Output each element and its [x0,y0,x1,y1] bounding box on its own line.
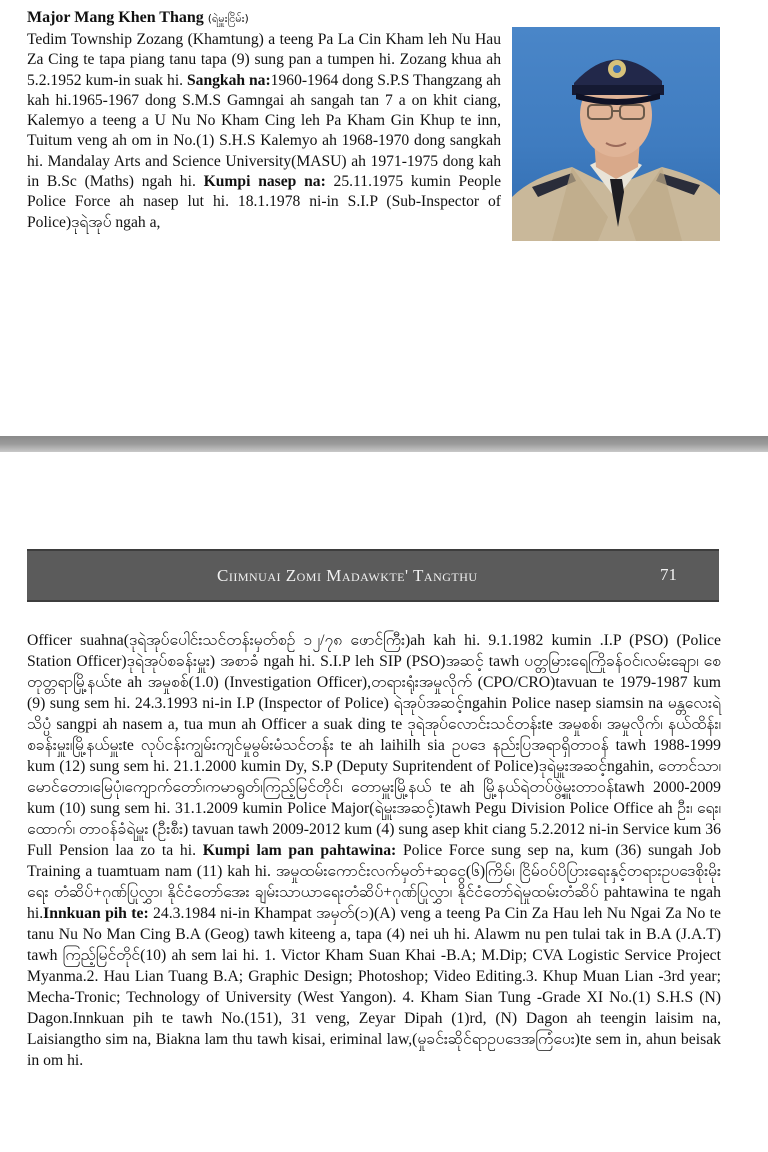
running-header [27,549,719,602]
bio-text-3: 25.11.1975 kumin People Police Force ah nasep lut hi. 18.1.1978 ni-in S.I.P (Sub-Inspector of Police)ဒုရဲအုပ် ngah a, [27,173,501,231]
book-title: Ciimnuai Zomi Madawkte' Tangthu [217,566,478,585]
body-text-3: 24.3.1984 ni-in Khampat အမှတ်(၁)(A) veng a teeng Pa Cin Za Hau leh Nu Ngai Za No te tanu Nu No Man Cing B.A (Geog) tawh kiteeng a, tapa (4) nei uh hi. Alawm nu pen tulai tak in B.A (J.A.T) tawh ကြည့်မြင်တိုင်(10) ah sem lai hi. 1. Victor Kham Suan Khai -B.A; M.Dip; CVA Logistic Service Project Myanma.2. Hau Lian Tuang B.A; Graphic Design; Photoshop; Video Editing.3. Khup Muan Lian -3rd year; Mecha-Tronic; Technology of University (West Yangon). 4. Kham Sian Tung -Grade XI No.(1) S.H.S (N) Dagon.Innkuan pih te tawh No.(151), 31 veng, Zeyar Dipah (1)rd, (N) Dagon ah teengin laisim na, Laisiangtho sim na, Biakna lam thu tawh kisai, eriminal law,(မှုခင်းဆိုင်ရာဥပဒေအကြံပေး)te sem in, ahun beisak in om hi. [27,905,721,1069]
portrait-photo [512,27,720,241]
bio-text-2: 1960-1964 dong S.P.S Thangzang ah kah hi.1965-1967 dong S.M.S Gamngai ah sangah tan 7 a on khit ciang, Kalemyo a teeng a U Nu No Kham Cing leh Pa Kham Gin Khup te inn, Tuitum veng ah om in No.(1) S.H.S Kalemyo ah 1968-1970 dong sangkah hi. Mandalay Arts and Science University(MASU) ah 1971-1975 dong kah in B.Sc (Maths) ngah hi. [27,71,501,191]
bio-paragraph [27,30,501,233]
page-number: 71 [660,565,677,584]
body-paragraph [27,630,721,1071]
honors-label: Kumpi lam pan pahtawina: [202,842,397,859]
family-label: Innkuan pih te: [43,905,149,922]
career-label: Kumpi nasep na: [203,173,326,191]
body-text-1: Officer suahna(ဒုရဲအုပ်ပေါင်းသင်တန်းမှတ်စဉ် ၁၂/၇၈ ဖောင်ကြီး)ah kah hi. 9.1.1982 kumin .I.P (PSO) (Police Station Officer)ဒုရဲအုပ်စခန်းမှူး) အစာခံ ngah hi. S.I.P leh SIP (PSO)အဆင့် tawh ပတ္တမြားရေကြိုခန်ဝင်၊လမ်းချော၊ စေတုတ္တရာမြို့နယ်te ah အမှုစစ်(1.0) (Investigation Officer),တရားရုံးအမှုလိုက် (CPO/CRO)tavuan te 1979-1987 kum (9) sung sem hi. 24.3.1993 ni-in I.P (Inspector of Police) ရဲအုပ်အဆင့်ngahin Police nasep siamsin na မန္တလေးရဲသိပ္ပံ sangpi ah nasem a, tua mun ah Officer a suak ding te ဒုရဲအုပ်လောင်းသင်တန်းte အမှုစစ်၊ အမှုလိုက်၊ နယ်ထိန်း၊ စခန်းမှူး၊မြို့နယ်မှူးte လုပ်ငန်းကျွမ်းကျင်မှုမွမ်းမံသင်တန်း te ah laihilh sia ဥပဒေ နည်းပြအရာရှိတာဝန် tawh 1988-1999 kum (12) sung sem hi. 21.1.2000 kumin Dy, S.P (Deputy Supritendent of Police)ဒုရဲမှူးအဆင့်ngahin, တောင်သာ၊မောင်တော၊မြေပုံ၊ကျောက်တော်၊ကမာရွတ်၊ကြည့်မြင်တိုင်၊ တောမှူးမြို့နယ် te ah မြို့နယ်ရဲတပ်ဖွဲ့မှူးတာဝန်tawh 2000-2009 kum (10) sung sem hi. 31.1.2009 kumin Police Major(ရဲမှူးအဆင့်)tawh Pegu Division Police Office ah ဦး၊ ရေး၊ ထောက်၊ တာဝန်ခံရဲမှူး (ဦးစီး) tavuan tawh 2009-2012 kum (4) sung asep khit ciang 5.2.2012 ni-in Service kum 36 Full Pension laa zo ta hi. [27,632,721,859]
page-divider [0,436,768,452]
body-text-2: Police Force sung sep na, kum (36) sungah Job Training a tuamtuam nam (11) kah hi. အမှုထမ်းကောင်းလက်မှတ်+ဆုငွေ(၆)ကြိမ်၊ ငြိမ်ဝပ်ပိပြားရေးနှင့်တရားဥပဒေစိုးမိုးရေး တံဆိပ်+ဂုဏ်ပြုလွှာ၊ နိုင်ငံတော်အေး ချမ်းသာယာရေးတံဆိပ်+ဂုဏ်ပြုလွှာ၊ နိုင်ငံတော်ရဲမှုထမ်းတံဆိပ် pahtawina te ngah hi. [27,842,721,922]
bio-heading [27,8,497,29]
person-name: Major Mang Khen Thang [27,9,204,26]
upper-page [0,0,768,440]
education-label: Sangkah na: [186,71,271,89]
bio-text-1: Tedim Township Zozang (Khamtung) a teeng Pa La Cin Kham leh Nu Hau Za Cing te tapa piang tanu tapa (9) sung pan a tumpen hi. Zozang khua ah 5.2.1952 kum-in suak hi. [27,31,501,89]
person-title-burmese: (ရဲမှူးငြိမ်း) [207,12,249,25]
